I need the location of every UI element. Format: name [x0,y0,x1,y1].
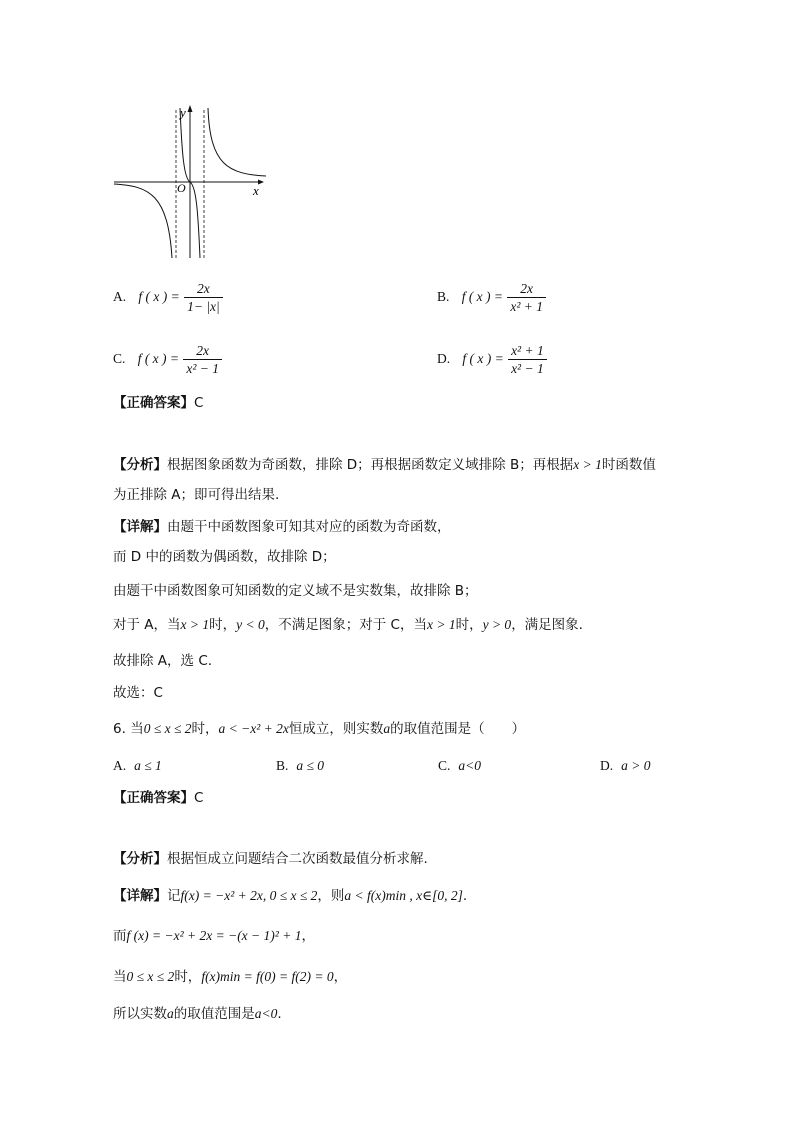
q5-option-a[interactable]: A. f ( x ) = $\frac{2x}{1- |x|}$ [113,280,223,315]
q5-option-d[interactable]: D. f ( x ) = $\frac{\text{x² + 1}}{\text{x² − 1}}$ [437,342,547,377]
curve-left-branch [114,184,172,258]
q6-detail-line-1: 【详解】记f(x) = −x² + 2x, 0 ≤ x ≤ 2，则a < f(x)min , x∈[0, 2]. [113,888,468,904]
q6-stem: 6. 当0 ≤ x ≤ 2时，a < −x² + 2x恒成立，则实数a的取值范围是（ ） [113,721,526,737]
fraction: $\frac{2x}{1- |x|}$ [184,280,223,315]
origin-label: O [177,181,186,195]
q6-option-d[interactable]: D. a > 0 [600,758,651,773]
y-label: y [180,105,186,120]
q5-final: 故选：C [113,685,163,701]
q5-detail-line-4: 对于 A，当x > 1时，y < 0，不满足图象；对于 C，当x > 1时，y > 0，满足图象. [113,617,583,633]
y-axis-arrow [188,105,193,112]
q5-answer: 【正确答案】C [113,395,204,411]
q5-detail-line-3: 由题干中函数图象可知函数的定义域不是实数集，故排除 B； [113,583,478,599]
q5-option-c[interactable]: C. f ( x ) = $\frac{2x}{\text{x² − 1}}$ [113,342,222,377]
q6-answer: 【正确答案】C [113,790,204,806]
fraction: $\frac{2x}{\text{x² + 1}}$ [507,280,546,315]
q5-detail-line-2: 而 D 中的函数为偶函数，故排除 D； [113,549,336,565]
q5-detail-line-5: 故排除 A，选 C. [113,653,213,669]
q5-detail-line-1: 【详解】由题干中函数图象可知其对应的函数为奇函数， [113,519,451,535]
q6-detail-line-4: 所以实数a的取值范围是a<0. [113,1006,282,1022]
curve-right-branch [208,108,266,176]
q6-detail-line-2: 而f (x) = −x² + 2x = −(x − 1)² + 1， [113,928,315,944]
q5-analysis-line-2: 为正排除 A；即可得出结果. [113,487,280,503]
q6-option-a[interactable]: A. a ≤ 1 [113,758,162,773]
q6-analysis: 【分析】根据恒成立问题结合二次函数最值分析求解. [113,851,428,867]
q5-option-b[interactable]: B. f ( x ) = $\frac{2x}{\text{x² + 1}}$ [437,280,546,315]
q5-analysis-line-1: 【分析】根据图象函数为奇函数，排除 D；再根据函数定义域排除 B；再根据x > 1时函数值 [113,457,656,473]
x-axis-arrow [258,180,264,185]
q6-option-c[interactable]: C. a<0 [438,758,482,773]
function-graph [110,100,270,262]
x-label: x [253,183,259,198]
fraction: $\frac{2x}{\text{x² − 1}}$ [183,342,222,377]
q6-option-b[interactable]: B. a ≤ 0 [276,758,325,773]
fraction: $\frac{\text{x² + 1}}{\text{x² − 1}}$ [508,342,547,377]
q6-detail-line-3: 当0 ≤ x ≤ 2时，f(x)min = f(0) = f(2) = 0， [113,969,348,985]
